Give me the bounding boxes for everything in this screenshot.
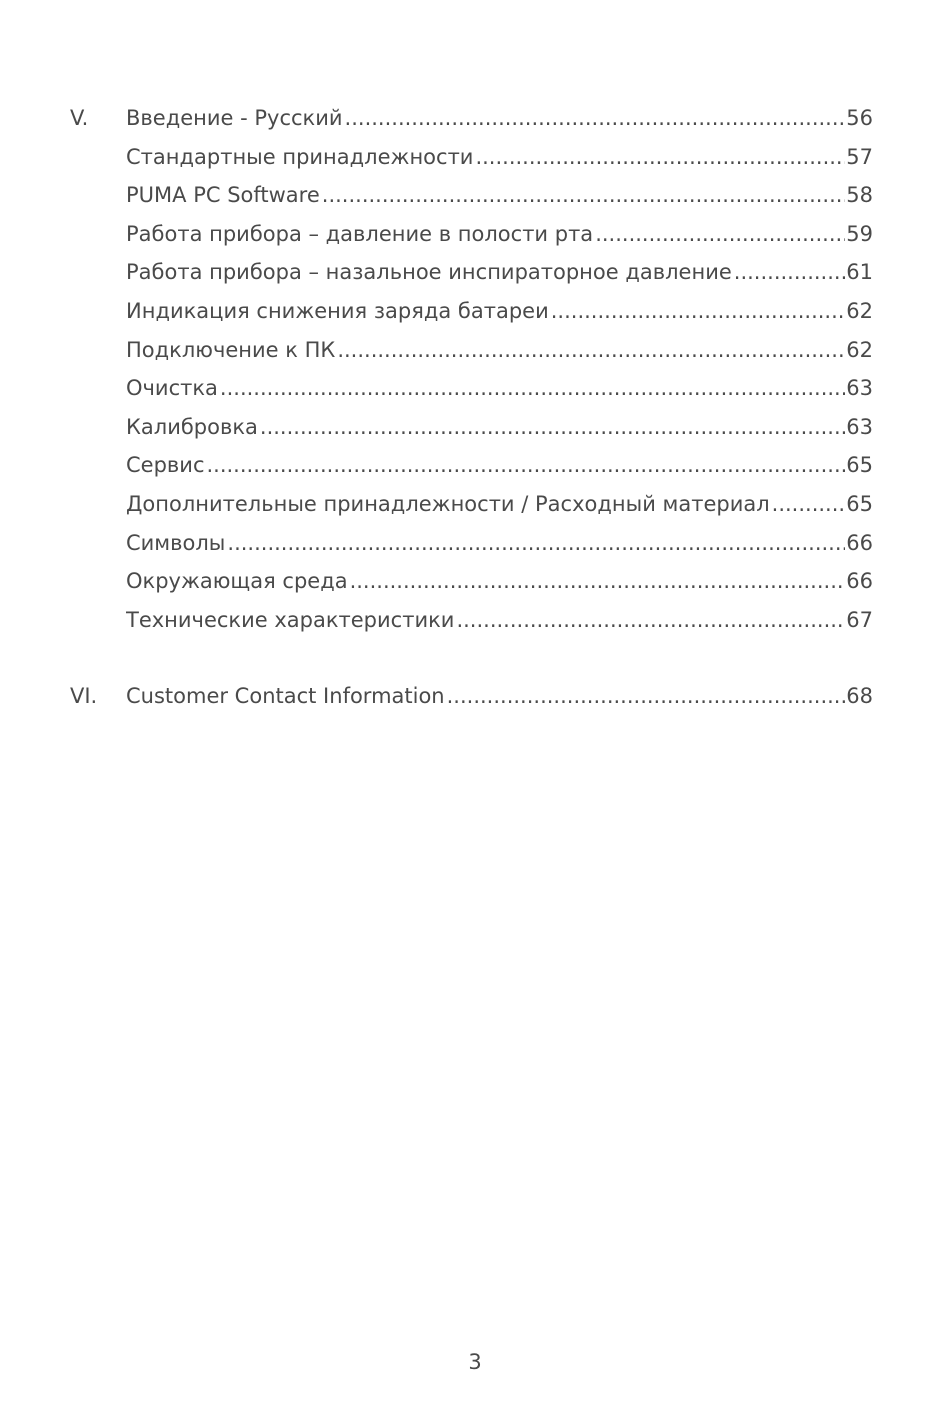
dot-leader bbox=[345, 99, 846, 138]
toc-section-v bbox=[70, 99, 873, 639]
toc-entry[interactable] bbox=[70, 99, 873, 138]
entry-title: Индикация снижения заряда батареи bbox=[126, 292, 551, 331]
entry-page-number: 67 bbox=[846, 607, 873, 632]
entry-title: Подключение к ПК bbox=[126, 331, 337, 370]
entry-page-number: 65 bbox=[846, 491, 873, 516]
entry-title: Символы bbox=[126, 524, 227, 563]
toc-entry[interactable] bbox=[70, 215, 873, 254]
entry-page-number: 63 bbox=[846, 414, 873, 439]
entry-title: Калибровка bbox=[126, 408, 260, 447]
dot-leader bbox=[322, 176, 845, 215]
entry-page-number: 65 bbox=[846, 453, 873, 478]
page-number: 3 bbox=[468, 1350, 482, 1374]
entry-page-number: 66 bbox=[846, 530, 873, 555]
section-number: V. bbox=[70, 106, 89, 130]
dot-leader bbox=[206, 446, 845, 485]
entry-title: Сервис bbox=[126, 446, 206, 485]
dot-leader bbox=[595, 215, 845, 254]
toc-section-vi bbox=[70, 677, 873, 716]
toc-entry[interactable] bbox=[70, 677, 873, 716]
entry-title: Работа прибора – назальное инспираторное давление bbox=[126, 253, 734, 292]
entry-page-number: 62 bbox=[846, 337, 873, 362]
toc-entry[interactable] bbox=[70, 408, 873, 447]
toc-entry[interactable] bbox=[70, 176, 873, 215]
toc-entry[interactable] bbox=[70, 524, 873, 563]
toc-entry[interactable] bbox=[70, 446, 873, 485]
entry-page-number: 63 bbox=[846, 376, 873, 401]
dot-leader bbox=[551, 292, 846, 331]
dot-leader bbox=[734, 253, 846, 292]
dot-leader bbox=[475, 138, 845, 177]
dot-leader bbox=[227, 524, 845, 563]
entry-title: Введение - Русский bbox=[126, 99, 345, 138]
entry-page-number: 66 bbox=[846, 569, 873, 594]
entry-title: Очистка bbox=[126, 369, 220, 408]
dot-leader bbox=[456, 601, 845, 640]
entry-page-number: 56 bbox=[846, 106, 873, 130]
entry-title: PUMA PC Software bbox=[126, 176, 322, 215]
dot-leader bbox=[350, 562, 846, 601]
entry-title: Работа прибора – давление в полости рта bbox=[126, 215, 595, 254]
entry-page-number: 58 bbox=[846, 183, 873, 208]
table-of-contents bbox=[70, 99, 873, 716]
entry-page-number: 68 bbox=[846, 684, 873, 709]
dot-leader bbox=[260, 408, 845, 447]
toc-entry[interactable] bbox=[70, 292, 873, 331]
entry-page-number: 62 bbox=[846, 298, 873, 323]
entry-page-number: 57 bbox=[846, 144, 873, 169]
entry-title: Технические характеристики bbox=[126, 601, 456, 640]
entry-page-number: 59 bbox=[846, 221, 873, 246]
toc-entry[interactable] bbox=[70, 601, 873, 640]
dot-leader bbox=[772, 485, 846, 524]
entry-title: Customer Contact Information bbox=[126, 677, 447, 716]
toc-entry[interactable] bbox=[70, 485, 873, 524]
dot-leader bbox=[220, 369, 845, 408]
toc-entry[interactable] bbox=[70, 138, 873, 177]
entry-title: Окружающая среда bbox=[126, 562, 350, 601]
entry-title: Стандартные принадлежности bbox=[126, 138, 475, 177]
entry-title: Дополнительные принадлежности / Расходный материал bbox=[126, 485, 772, 524]
section-number: VI. bbox=[70, 684, 98, 709]
toc-entry[interactable] bbox=[70, 562, 873, 601]
toc-entry[interactable] bbox=[70, 331, 873, 370]
dot-leader bbox=[337, 331, 845, 370]
dot-leader bbox=[447, 677, 846, 716]
entry-page-number: 61 bbox=[846, 260, 873, 285]
toc-entry[interactable] bbox=[70, 253, 873, 292]
toc-entry[interactable] bbox=[70, 369, 873, 408]
